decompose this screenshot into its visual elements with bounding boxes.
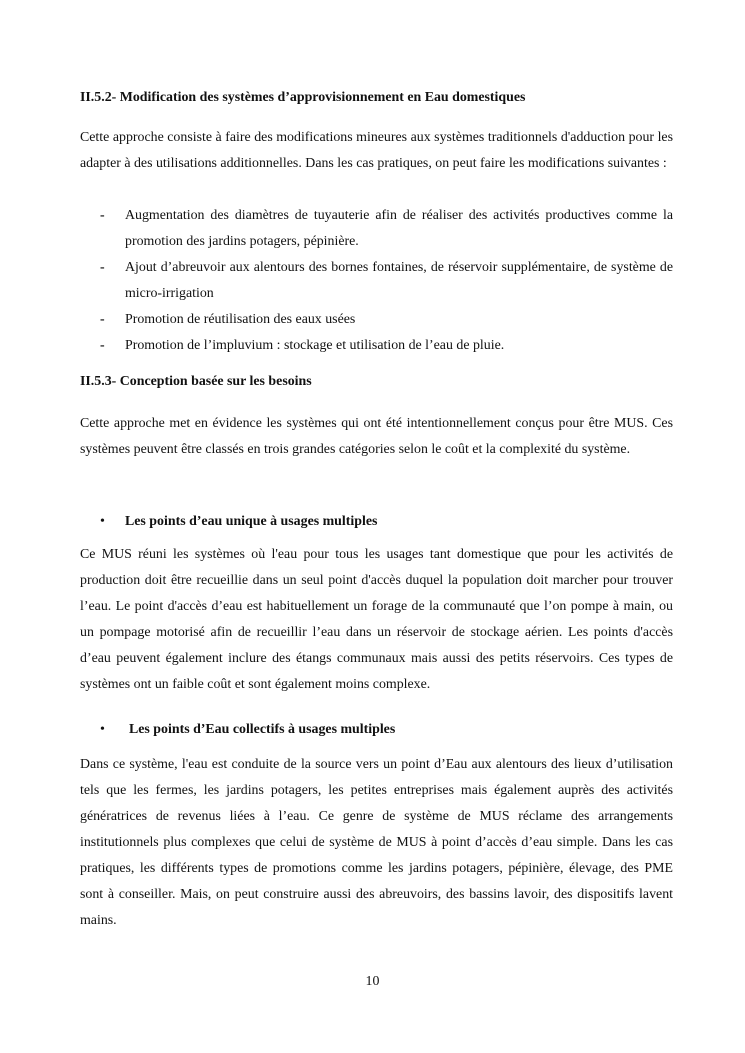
paragraph-point-unique: Ce MUS réuni les systèmes où l'eau pour tous les usages tant domestique que pour les activités de production doit être recueillie dans un seul point d'accès duquel la population doit marcher pour trouver l’eau. Le point d'accès d’eau est habituellement un forage de la communauté que l’on pompe à main, ou un pompage motorisé afin de recueillir l’eau dans un réservoir de stockage aérien. Les points d'accès d’eau peuvent également inclure des étangs communaux mais aussi des petits réservoirs. Ces types de systèmes ont un faible coût et sont également moins complexe. [80,547,673,692]
list-item [80,255,673,307]
bullet-icon: • [100,514,105,529]
list-item-text: Promotion de réutilisation des eaux usées [125,312,356,327]
dash-marker: - [100,260,105,275]
list-item-text: Promotion de l’impluvium : stockage et utilisation de l’eau de pluie. [125,338,505,353]
dash-marker: - [100,312,105,327]
paragraph-points-collectifs: Dans ce système, l'eau est conduite de la source vers un point d’Eau aux alentours des lieux d’utilisation tels que les fermes, les jardins potagers, les petites entreprises mais également auprès des activités génératrices de revenus liées à l’eau. Ce genre de système de MUS réclame des arrangements institutionnels plus complexes que celui de système de MUS à point d’accès d’eau simple. Dans les cas pratiques, les différents types de promotions comme les jardins potagers, pépinière, élevage, des PME sont à conseiller. Mais, on peut construire aussi des abreuvoirs, des bassins lavoir, des dispositifs lavent mains. [80,757,673,928]
subheading-points-collectifs [80,717,673,743]
section-heading-2-5-2: II.5.2- Modification des systèmes d’approvisionnement en Eau domestiques [80,90,526,105]
section-2-5-2-intro: Cette approche consiste à faire des modifications mineures aux systèmes traditionnels d'adduction pour les adapter à des utilisations additionnelles. Dans les cas pratiques, on peut faire les modifications suivantes : [80,130,673,171]
list-item [80,307,673,333]
page-number: 10 [365,974,380,989]
list-item-text: Ajout d’abreuvoir aux alentours des bornes fontaines, de réservoir supplémentaire, de système de micro-irrigation [125,260,673,301]
list-item [80,333,673,359]
bullet-icon: • [100,722,105,737]
list-item-text: Augmentation des diamètres de tuyauterie afin de réaliser des activités productives comme la promotion des jardins potagers, pépinière. [125,208,673,249]
subheading-point-unique [80,509,673,535]
dash-marker: - [100,338,105,353]
section-2-5-3-intro: Cette approche met en évidence les systèmes qui ont été intentionnellement conçus pour être MUS. Ces systèmes peuvent être classés en trois grandes catégories selon le coût et la complexité du système. [80,416,673,457]
section-heading-2-5-3: II.5.3- Conception basée sur les besoins [80,374,312,389]
dash-marker: - [100,208,105,223]
subheading-text: Les points d’Eau collectifs à usages multiples [129,722,396,737]
subheading-text: Les points d’eau unique à usages multiples [125,514,378,529]
list-item [80,203,673,255]
